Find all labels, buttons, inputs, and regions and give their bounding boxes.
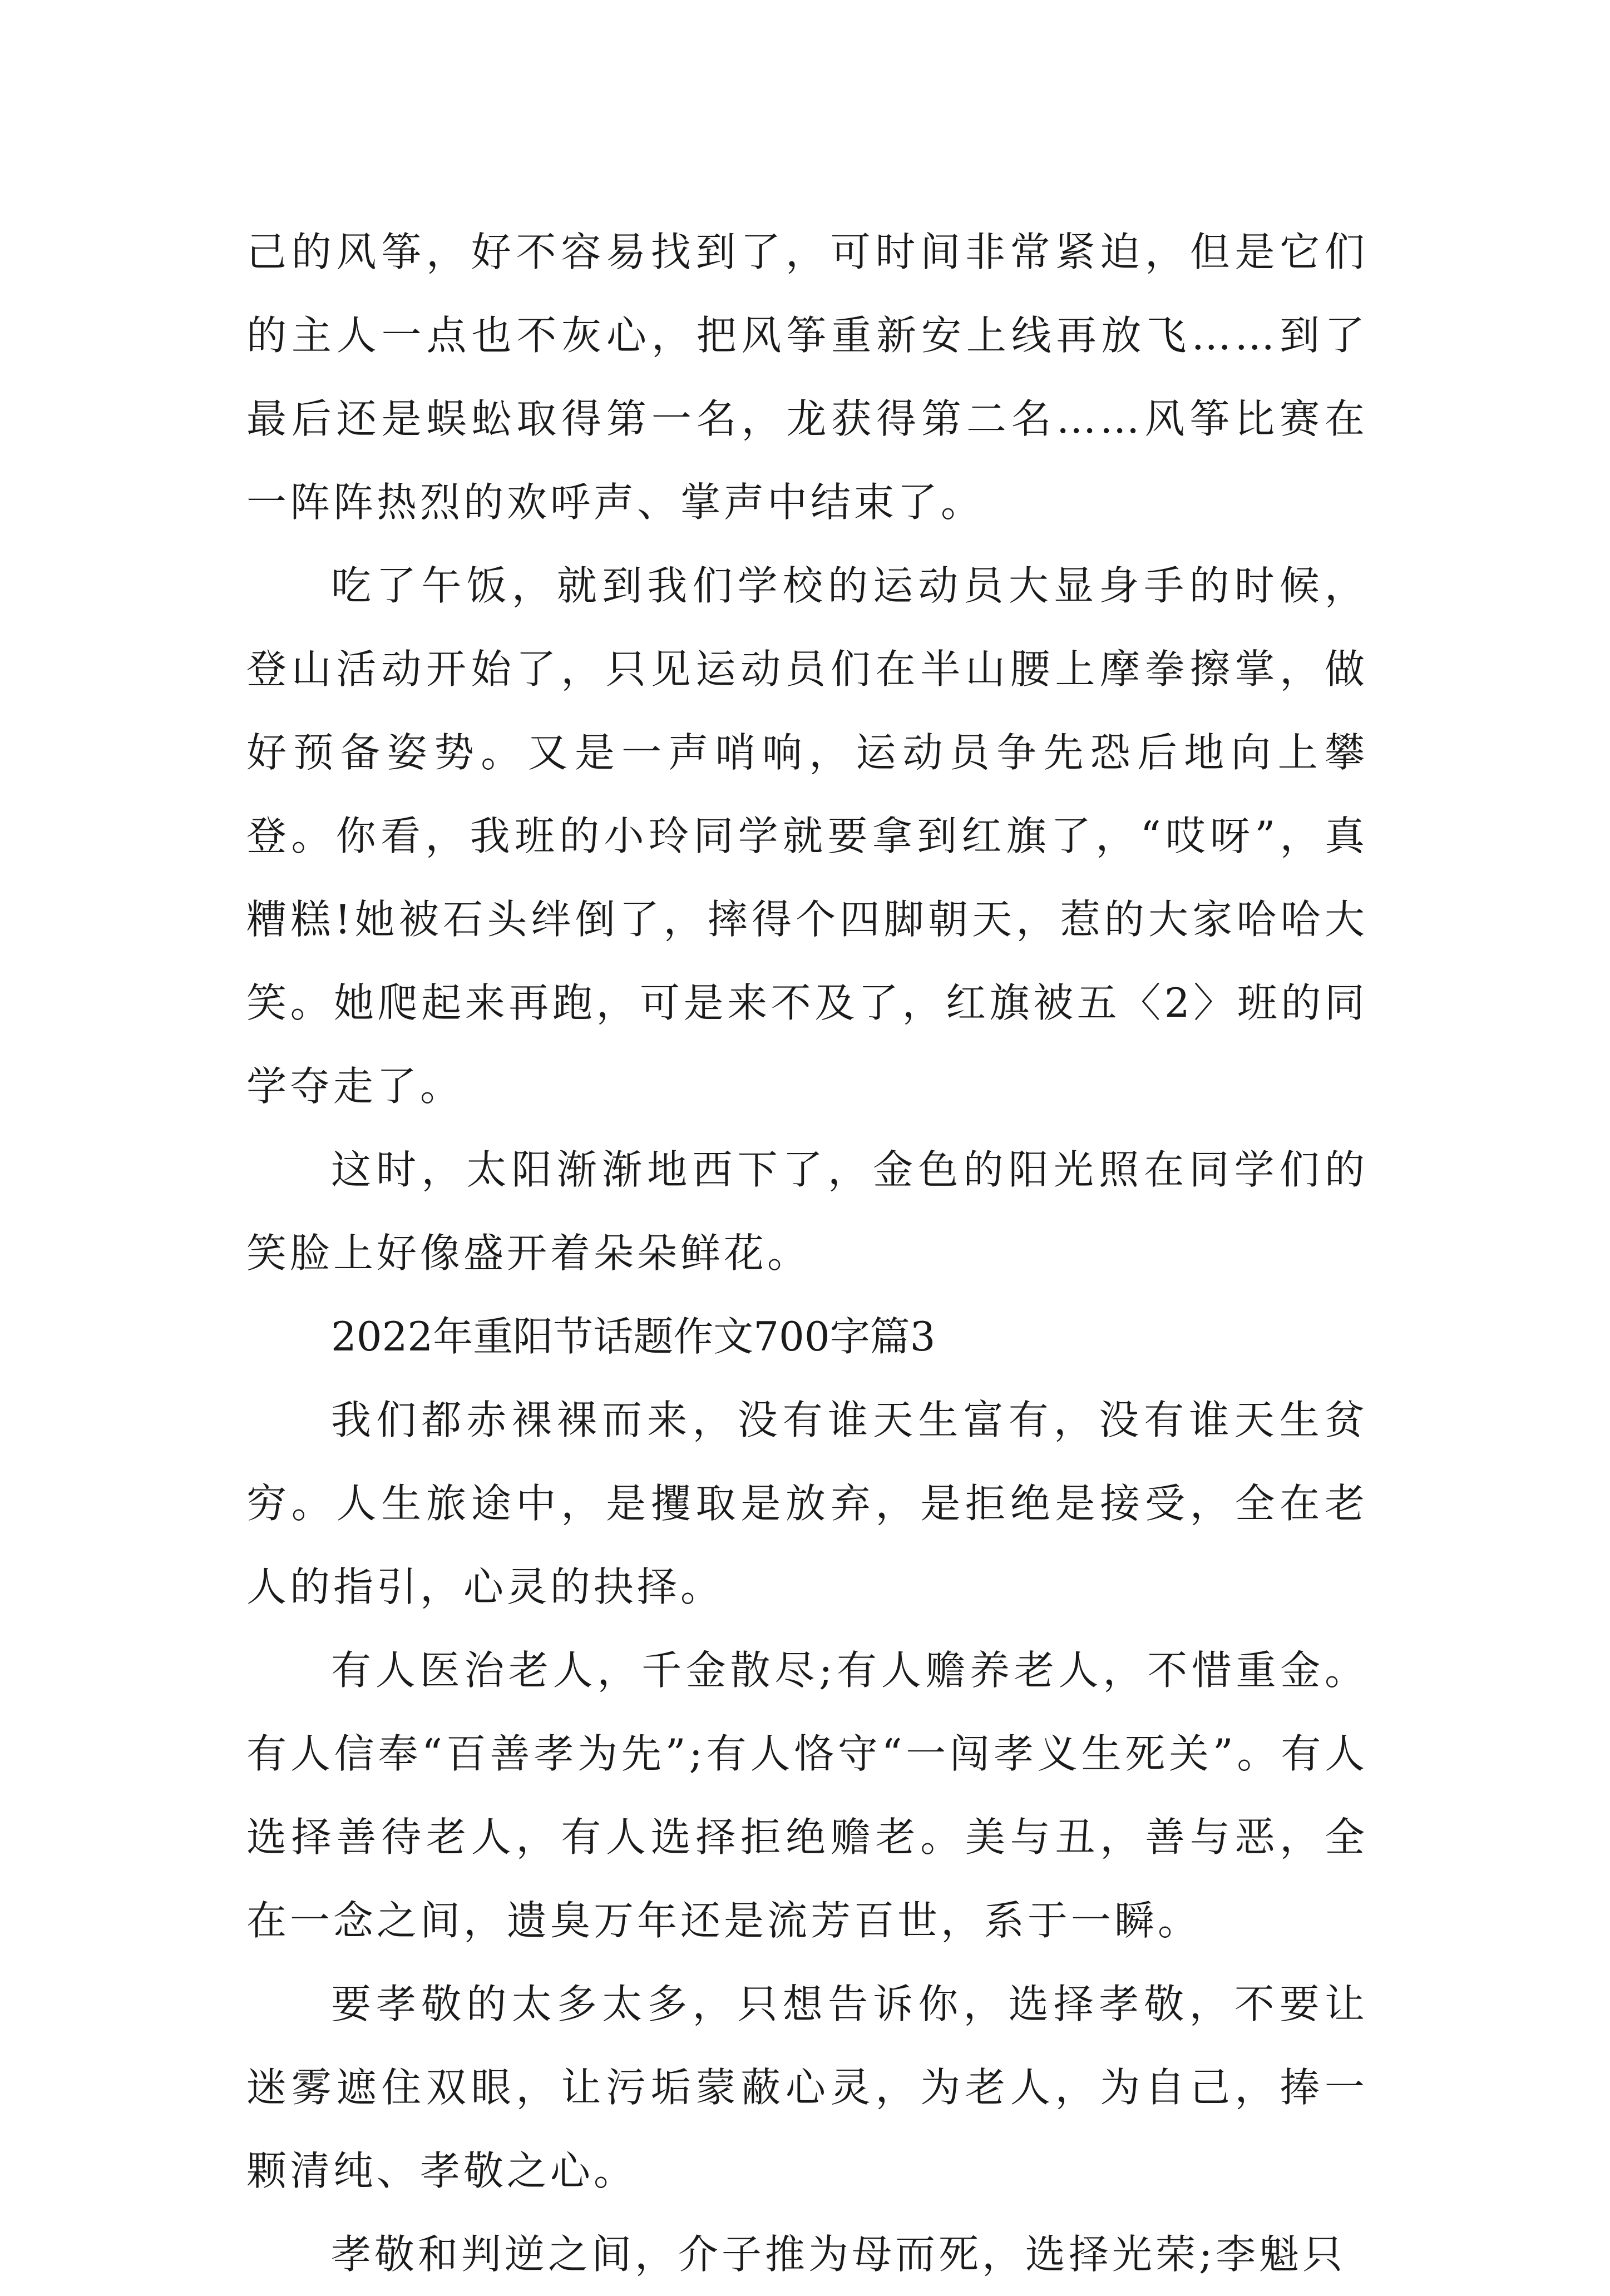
- section-heading: 2022年重阳节话题作文700字篇3: [331, 1313, 936, 1360]
- paragraph: 这时，太阳渐渐地西下了，金色的阳光照在同学们的笑脸上好像盛开着朵朵鲜花。: [246, 1146, 1368, 1276]
- paragraph-continuation: 己的风筝，好不容易找到了，可时间非常紧迫，但是它们的主人一点也不灰心，把风筝重新安上线再放飞……到了最后还是蜈蚣取得第一名，龙获得第二名……风筝比赛在一阵阵热烈的欢呼声、掌声中结束了。: [246, 229, 1368, 526]
- paragraph: 吃了午饭，就到我们学校的运动员大显身手的时候，登山活动开始了，只见运动员们在半山腰上摩拳擦掌，做好预备姿势。又是一声哨响，运动员争先恐后地向上攀登。你看，我班的小玲同学就要拿到红旗了，“哎呀”，真糟糕!她被石头绊倒了，摔得个四脚朝天，惹的大家哈哈大笑。她爬起来再跑，可是来不及了，红旗被五〈2〉班的同学夺走了。: [246, 562, 1368, 1110]
- paragraph: 我们都赤裸裸而来，没有谁天生富有，没有谁天生贫穷。人生旅途中，是攫取是放弃，是拒绝是接受，全在老人的指引，心灵的抉择。: [246, 1397, 1368, 1610]
- document-body: [246, 210, 1368, 2296]
- paragraph: 要孝敬的太多太多，只想告诉你，选择孝敬，不要让迷雾遮住双眼，让污垢蒙蔽心灵，为老人，为自己，捧一颗清纯、孝敬之心。: [246, 1981, 1368, 2194]
- paragraph: 有人医治老人，千金散尽;有人赡养老人，不惜重金。有人信奉“百善孝为先”;有人恪守“一闯孝义生死关”。有人选择善待老人，有人选择拒绝赡老。美与丑，善与恶，全在一念之间，遗臭万年还是流芳百世，系于一瞬。: [246, 1647, 1368, 1944]
- paragraph: 孝敬和判逆之间，介子推为母而死，选择光荣;李魁只: [331, 2231, 1346, 2278]
